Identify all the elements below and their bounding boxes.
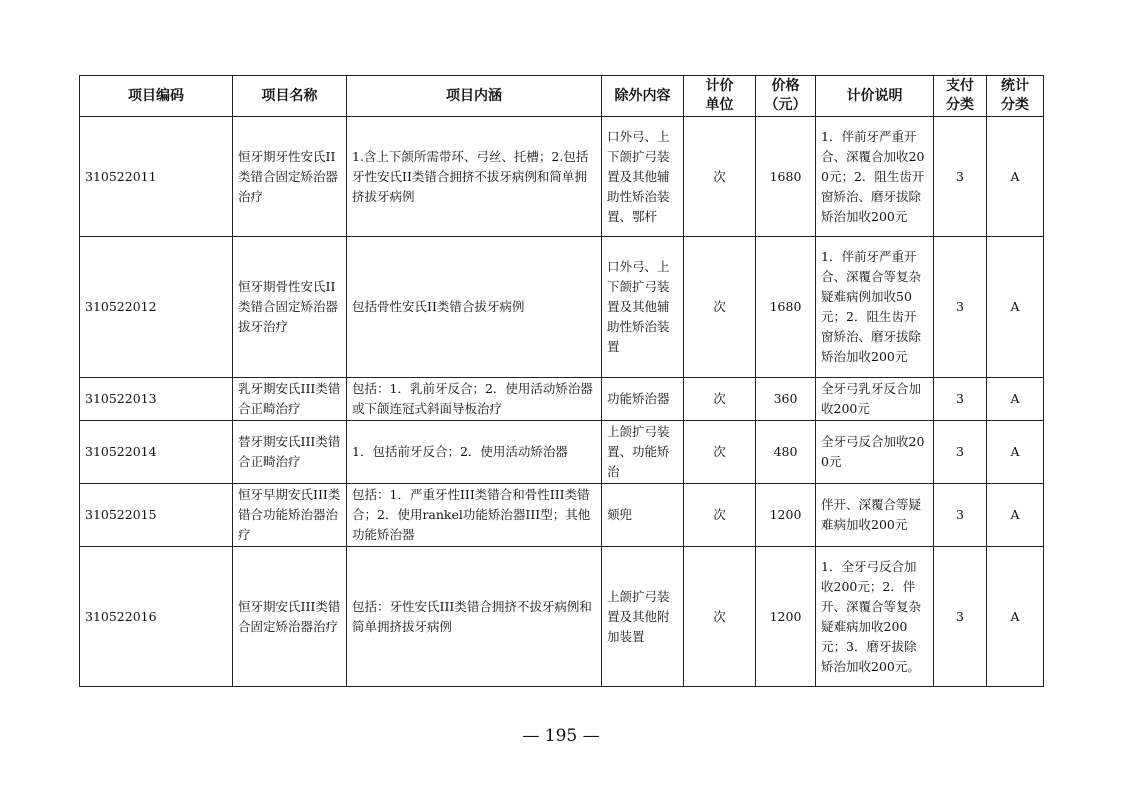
header-excluded (602, 76, 684, 117)
page-number: — 195 — (522, 726, 600, 746)
cell-price: 1200 (756, 484, 816, 547)
header-note-text: 计价说明 (846, 87, 903, 104)
cell-note: 1．全牙弓反合加收200元；2．伴开、深覆合等复杂疑难病加收200元；3．磨牙拔除矫治加收200元。 (816, 547, 934, 687)
cell-stat: A (987, 378, 1044, 421)
header-pay-line1: 支付 (946, 78, 974, 94)
cell-stat: A (987, 484, 1044, 547)
table-row (80, 421, 1044, 484)
cell-price: 360 (756, 378, 816, 421)
cell-price: 1680 (756, 237, 816, 378)
header-unit-line2: 单位 (705, 97, 734, 113)
cell-content: 包括：1．乳前牙反合；2．使用活动矫治器或下颌连冠式斜面导板治疗 (347, 378, 602, 421)
cell-content: 1．包括前牙反合；2．使用活动矫治器 (347, 421, 602, 484)
cell-name: 恒牙期骨性安氏II类错合固定矫治器拔牙治疗 (233, 237, 347, 378)
cell-unit: 次 (684, 117, 756, 237)
table-row (80, 484, 1044, 547)
cell-content: 包括骨性安氏II类错合拔牙病例 (347, 237, 602, 378)
cell-excluded: 上颌扩弓装置及其他附加装置 (602, 547, 684, 687)
cell-stat: A (987, 117, 1044, 237)
cell-code: 310522014 (80, 421, 233, 484)
cell-excluded: 功能矫治器 (602, 378, 684, 421)
cell-stat: A (987, 421, 1044, 484)
cell-content: 包括：牙性安氏III类错合拥挤不拔牙病例和简单拥挤拔牙病例 (347, 547, 602, 687)
pricing-table (79, 75, 1044, 687)
header-pay-line2: 分类 (946, 97, 974, 113)
cell-name: 替牙期安氏III类错合正畸治疗 (233, 421, 347, 484)
cell-pay: 3 (934, 547, 987, 687)
cell-unit: 次 (684, 378, 756, 421)
header-name (233, 76, 347, 117)
header-code (80, 76, 233, 117)
header-unit (684, 76, 756, 117)
header-excluded-text: 除外内容 (614, 87, 671, 104)
cell-pay: 3 (934, 237, 987, 378)
cell-unit: 次 (684, 421, 756, 484)
header-name-text: 项目名称 (261, 87, 318, 104)
table-row (80, 378, 1044, 421)
header-note (816, 76, 934, 117)
cell-code: 310522011 (80, 117, 233, 237)
cell-excluded: 口外弓、上下颌扩弓装置及其他辅助性矫治装置、鄂杆 (602, 117, 684, 237)
cell-content: 包括：1．严重牙性III类错合和骨性III类错合；2．使用rankel功能矫治器III型；其他功能矫治器 (347, 484, 602, 547)
cell-name: 恒牙期牙性安氏II类错合固定矫治器治疗 (233, 117, 347, 237)
cell-note: 1．伴前牙严重开合、深覆合加收200元；2．阻生齿开窗矫治、磨牙拔除矫治加收200元 (816, 117, 934, 237)
cell-name: 乳牙期安氏III类错合正畸治疗 (233, 378, 347, 421)
cell-price: 480 (756, 421, 816, 484)
cell-pay: 3 (934, 117, 987, 237)
cell-stat: A (987, 547, 1044, 687)
cell-name: 恒牙早期安氏III类错合功能矫治器治疗 (233, 484, 347, 547)
cell-content: 1.含上下颌所需带环、弓丝、托槽；2.包括牙性安氏II类错合拥挤不拔牙病例和简单拥挤拔牙病例 (347, 117, 602, 237)
cell-pay: 3 (934, 421, 987, 484)
cell-stat: A (987, 237, 1044, 378)
header-content-text: 项目内涵 (446, 87, 502, 104)
table-header-row (80, 76, 1044, 117)
header-price-line2: （元） (764, 97, 807, 113)
table-row (80, 237, 1044, 378)
header-price (756, 76, 816, 117)
cell-excluded: 上颌扩弓装置、功能矫治 (602, 421, 684, 484)
header-code-text: 项目编码 (128, 87, 184, 104)
cell-pay: 3 (934, 484, 987, 547)
header-stat-line2: 分类 (1001, 97, 1029, 113)
cell-pay: 3 (934, 378, 987, 421)
header-unit-line1: 计价 (705, 78, 734, 94)
header-price-line1: 价格 (771, 78, 800, 94)
cell-unit: 次 (684, 237, 756, 378)
table-row (80, 117, 1044, 237)
cell-excluded: 口外弓、上下颌扩弓装置及其他辅助性矫治装置 (602, 237, 684, 378)
cell-note: 全牙弓反合加收200元 (816, 421, 934, 484)
header-stat-line1: 统计 (1001, 78, 1029, 94)
cell-code: 310522013 (80, 378, 233, 421)
cell-note: 1．伴前牙严重开合、深覆合等复杂疑难病例加收50元；2．阻生齿开窗矫治、磨牙拔除矫治加收200元 (816, 237, 934, 378)
header-stat (987, 76, 1044, 117)
cell-name: 恒牙期安氏III类错合固定矫治器治疗 (233, 547, 347, 687)
header-content (347, 76, 602, 117)
table-row (80, 547, 1044, 687)
cell-unit: 次 (684, 484, 756, 547)
cell-price: 1680 (756, 117, 816, 237)
cell-code: 310522016 (80, 547, 233, 687)
cell-price: 1200 (756, 547, 816, 687)
cell-note: 全牙弓乳牙反合加收200元 (816, 378, 934, 421)
cell-code: 310522015 (80, 484, 233, 547)
header-pay (934, 76, 987, 117)
cell-unit: 次 (684, 547, 756, 687)
cell-note: 伴开、深覆合等疑难病加收200元 (816, 484, 934, 547)
cell-code: 310522012 (80, 237, 233, 378)
cell-excluded: 颏兜 (602, 484, 684, 547)
